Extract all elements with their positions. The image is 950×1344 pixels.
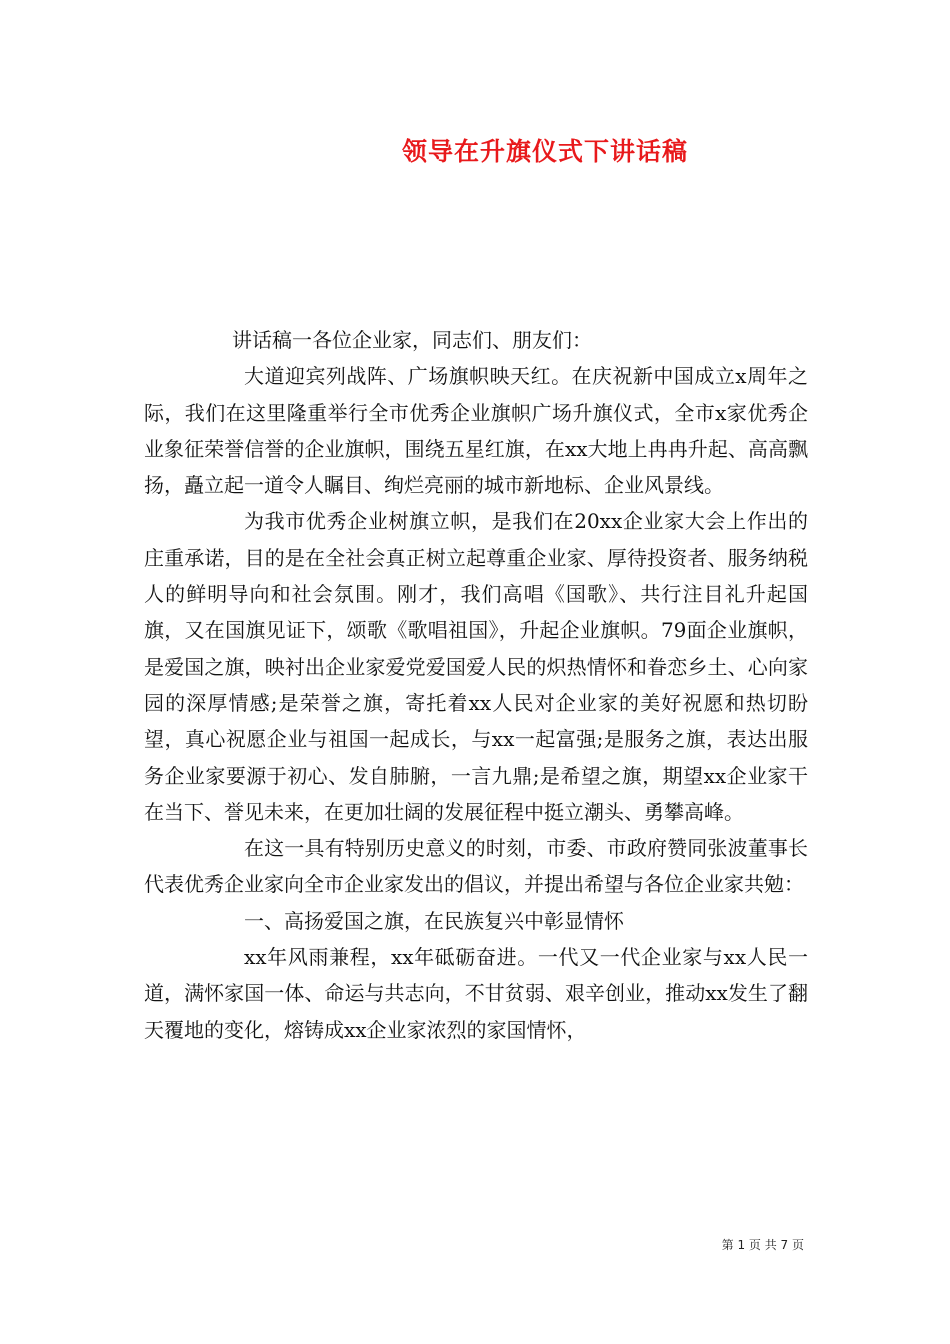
body-paragraph-2: 为我市优秀企业树旗立帜，是我们在20xx企业家大会上作出的庄重承诺，目的是在全社会真正树立起尊重企业家、厚待投资者、服务纳税人的鲜明导向和社会氛围。刚才，我们高唱《国歌》、共行注目礼升起国旗，又在国旗见证下，颂歌《歌唱祖国》，升起企业旗帜。79面企业旗帜，是爱国之旗，映衬出企业家爱党爱国爱人民的炽热情怀和眷恋乡土、心向家园的深厚情感;是荣誉之旗，寄托着xx人民对企业家的美好祝愿和热切盼望，真心祝愿企业与祖国一起成长，与xx一起富强;是服务之旗，表达出服务企业家要源于初心、发自肺腑，一言九鼎;是希望之旗，期望xx企业家干在当下、誉见未来，在更加壮阔的发展征程中挺立潮头、勇攀高峰。: [144, 509, 808, 824]
body-paragraph-3: 在这一具有特别历史意义的时刻，市委、市政府赞同张波董事长代表优秀企业家向全市企业家发出的倡议，并提出希望与各位企业家共勉：: [144, 836, 808, 897]
body-paragraph-4: xx年风雨兼程，xx年砥砺奋进。一代又一代企业家与xx人民一道，满怀家国一体、命运与共志向，不甘贫弱、艰辛创业，推动xx发生了翻天覆地的变化，熔铸成xx企业家浓烈的家国情怀，: [144, 945, 808, 1042]
document-body: [144, 322, 808, 1048]
page-number-footer: 第 1 页 共 7 页: [721, 1238, 804, 1252]
greeting-paragraph: 讲话稿一各位企业家，同志们、朋友们：: [232, 328, 592, 352]
document-title: 领导在升旗仪式下讲话稿: [401, 137, 688, 166]
body-paragraph-1: 大道迎宾列战阵、广场旗帜映天红。在庆祝新中国成立x周年之际，我们在这里隆重举行全市优秀企业旗帜广场升旗仪式，全市x家优秀企业象征荣誉信誉的企业旗帜，围绕五星红旗，在xx大地上冉冉升起、高高飘扬，矗立起一道令人瞩目、绚烂亮丽的城市新地标、企业风景线。: [144, 364, 808, 498]
section-heading-1: 一、高扬爱国之旗，在民族复兴中彰显情怀: [244, 908, 624, 933]
